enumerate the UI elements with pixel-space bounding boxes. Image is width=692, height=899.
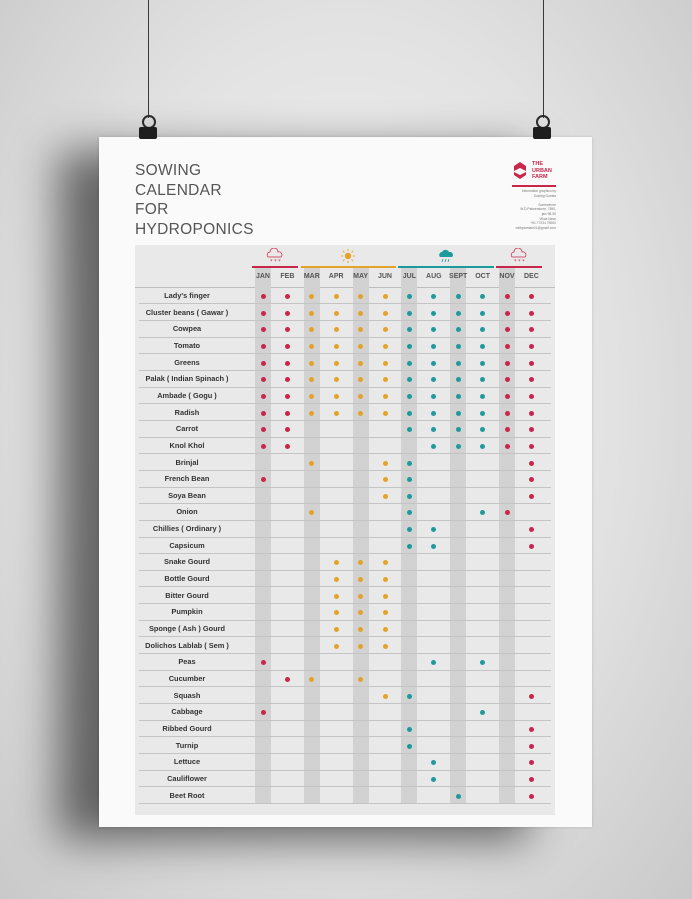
sowing-dot-feb <box>285 444 290 449</box>
crop-name: Cluster beans ( Gawar ) <box>145 307 229 317</box>
sowing-dot-mar <box>309 327 314 332</box>
logo-credit-line: mbbparmain01@gmail.com <box>515 225 556 230</box>
logo-credit-line: Information graphics by <box>521 189 556 193</box>
sowing-dot-aug <box>431 427 436 432</box>
sowing-dot-aug <box>431 361 436 366</box>
logo-credit-line: Vikas Nave <box>539 216 556 221</box>
poster <box>99 137 592 827</box>
month-header: MAR <box>303 273 320 280</box>
sowing-dot-nov <box>505 444 510 449</box>
sowing-dot-jun <box>383 361 388 366</box>
sowing-dot-jul <box>407 477 412 482</box>
logo-rule <box>512 185 556 187</box>
sowing-dot-nov <box>505 344 510 349</box>
sowing-dot-may <box>358 560 363 565</box>
sowing-dot-sept <box>456 294 461 299</box>
crop-row <box>135 788 555 804</box>
season-bar-winter <box>496 266 542 268</box>
sowing-dot-dec <box>529 461 534 466</box>
hanging-wire-right <box>543 0 544 118</box>
sowing-dot-oct <box>480 327 485 332</box>
sowing-dot-jan <box>261 394 266 399</box>
sowing-dot-jul <box>407 344 412 349</box>
crop-name: Bitter Gourd <box>165 590 209 600</box>
sowing-dot-jun <box>383 311 388 316</box>
crop-row <box>135 471 555 487</box>
sowing-dot-jan <box>261 311 266 316</box>
sowing-dot-dec <box>529 327 534 332</box>
sowing-dot-jun <box>383 294 388 299</box>
crop-row <box>135 288 555 304</box>
sowing-dot-aug <box>431 377 436 382</box>
month-header: OCT <box>475 273 490 280</box>
sowing-dot-dec <box>529 427 534 432</box>
sowing-dot-aug <box>431 411 436 416</box>
sowing-dot-apr <box>334 327 339 332</box>
title-line-4: HYDROPONICS <box>135 220 254 238</box>
logo-mark-icon <box>514 162 526 179</box>
crop-row <box>135 771 555 787</box>
crop-name: Cauliflower <box>167 773 207 783</box>
sowing-dot-dec <box>529 694 534 699</box>
month-header: JUN <box>377 273 392 280</box>
month-header: JAN <box>255 273 270 280</box>
snowflake-cloud-icon <box>508 248 530 264</box>
sowing-dot-apr <box>334 344 339 349</box>
sowing-dot-aug <box>431 327 436 332</box>
sowing-dot-nov <box>505 311 510 316</box>
svg-text:* * *: * * * <box>514 259 525 264</box>
crop-row <box>135 621 555 637</box>
sowing-dot-mar <box>309 461 314 466</box>
sowing-dot-jun <box>383 377 388 382</box>
sowing-dot-jun <box>383 560 388 565</box>
season-bar-summer <box>301 266 396 268</box>
crop-row <box>135 604 555 620</box>
sowing-dot-mar <box>309 394 314 399</box>
sowing-dot-feb <box>285 411 290 416</box>
crop-name: Ambade ( Gogu ) <box>157 390 217 400</box>
sowing-dot-oct <box>480 311 485 316</box>
sowing-dot-jan <box>261 361 266 366</box>
sowing-dot-may <box>358 610 363 615</box>
sowing-dot-oct <box>480 394 485 399</box>
crop-row <box>135 438 555 454</box>
rain-cloud-icon <box>435 248 457 264</box>
sowing-dot-jan <box>261 327 266 332</box>
title-line-1: SOWING <box>135 162 202 179</box>
crop-row <box>135 738 555 754</box>
sowing-dot-jul <box>407 727 412 732</box>
crop-name: Cabbage <box>171 707 203 717</box>
crop-row <box>135 338 555 354</box>
crop-row <box>135 571 555 587</box>
crop-row <box>135 388 555 404</box>
sowing-dot-dec <box>529 344 534 349</box>
sowing-dot-aug <box>431 544 436 549</box>
month-header: NOV <box>499 273 515 280</box>
crop-row <box>135 421 555 437</box>
sowing-dot-jun <box>383 610 388 615</box>
sowing-dot-jul <box>407 394 412 399</box>
sowing-dot-sept <box>456 327 461 332</box>
sowing-dot-jun <box>383 411 388 416</box>
sowing-dot-feb <box>285 311 290 316</box>
sowing-dot-apr <box>334 294 339 299</box>
sowing-dot-jul <box>407 361 412 366</box>
sowing-dot-jan <box>261 344 266 349</box>
sowing-dot-jul <box>407 377 412 382</box>
sowing-dot-dec <box>529 794 534 799</box>
sowing-dot-sept <box>456 344 461 349</box>
sowing-dot-sept <box>456 311 461 316</box>
sowing-dot-may <box>358 294 363 299</box>
binder-clip-left <box>139 115 157 141</box>
sowing-dot-aug <box>431 444 436 449</box>
sowing-dot-jun <box>383 461 388 466</box>
sowing-dot-oct <box>480 294 485 299</box>
crop-row <box>135 721 555 737</box>
sowing-dot-mar <box>309 677 314 682</box>
crop-name: Carrot <box>175 424 199 434</box>
sowing-dot-dec <box>529 477 534 482</box>
sowing-dot-jul <box>407 327 412 332</box>
sowing-dot-aug <box>431 527 436 532</box>
sowing-dot-sept <box>456 394 461 399</box>
sowing-dot-feb <box>285 394 290 399</box>
sowing-dot-jun <box>383 327 388 332</box>
sowing-dot-dec <box>529 527 534 532</box>
sowing-dot-jul <box>407 461 412 466</box>
sowing-dot-aug <box>431 394 436 399</box>
sowing-dot-apr <box>334 627 339 632</box>
snowflake-cloud-icon <box>264 248 286 264</box>
logo-credit-line: Sowing Guests <box>533 193 556 198</box>
crop-name: Cucumber <box>168 673 206 683</box>
sowing-dot-jan <box>261 427 266 432</box>
sowing-dot-jun <box>383 394 388 399</box>
sowing-dot-sept <box>456 411 461 416</box>
sowing-dot-jan <box>261 710 266 715</box>
sowing-dot-may <box>358 677 363 682</box>
logo-line-1: THE <box>532 161 543 167</box>
sowing-dot-may <box>358 394 363 399</box>
sowing-dot-apr <box>334 361 339 366</box>
crop-row <box>135 321 555 337</box>
sowing-dot-nov <box>505 510 510 515</box>
sowing-dot-mar <box>309 510 314 515</box>
sowing-dot-oct <box>480 411 485 416</box>
sowing-dot-mar <box>309 361 314 366</box>
crop-row <box>135 588 555 604</box>
sowing-dot-apr <box>334 577 339 582</box>
sowing-dot-dec <box>529 760 534 765</box>
sowing-dot-nov <box>505 294 510 299</box>
sowing-dot-jun <box>383 627 388 632</box>
sowing-dot-dec <box>529 494 534 499</box>
sowing-dot-aug <box>431 660 436 665</box>
sowing-dot-dec <box>529 411 534 416</box>
sowing-dot-may <box>358 311 363 316</box>
sowing-dot-sept <box>456 377 461 382</box>
sowing-dot-may <box>358 411 363 416</box>
crop-row <box>135 521 555 537</box>
crop-row <box>135 554 555 570</box>
crop-name: Squash <box>173 690 201 700</box>
month-header: JUL <box>402 273 416 280</box>
logo-line-3: FARM <box>532 174 548 180</box>
sowing-dot-dec <box>529 444 534 449</box>
sowing-dot-mar <box>309 377 314 382</box>
crop-row <box>135 754 555 770</box>
sowing-dot-dec <box>529 294 534 299</box>
sowing-dot-apr <box>334 594 339 599</box>
crop-name: Ribbed Gourd <box>162 723 212 733</box>
sowing-dot-feb <box>285 377 290 382</box>
sowing-dot-jul <box>407 744 412 749</box>
sowing-dot-jan <box>261 377 266 382</box>
sowing-dot-may <box>358 327 363 332</box>
sowing-dot-jul <box>407 544 412 549</box>
hanging-wire-left <box>148 0 149 118</box>
crop-name: Soya Bean <box>168 490 206 500</box>
sowing-dot-jan <box>261 294 266 299</box>
logo-line-2: URBAN <box>532 167 552 174</box>
crop-name: Beet Root <box>169 790 205 800</box>
sowing-dot-dec <box>529 744 534 749</box>
sowing-dot-jan <box>261 477 266 482</box>
crop-name: Turnip <box>175 740 199 750</box>
sowing-dot-oct <box>480 444 485 449</box>
sowing-dot-dec <box>529 311 534 316</box>
sowing-dot-feb <box>285 361 290 366</box>
sowing-dot-dec <box>529 544 534 549</box>
crop-name: Onion <box>176 507 198 517</box>
sowing-dot-mar <box>309 344 314 349</box>
crop-name: Snake Gourd <box>164 557 210 567</box>
crop-name: Lettuce <box>173 757 201 767</box>
sowing-dot-jul <box>407 694 412 699</box>
crop-name: Knol Khol <box>169 440 205 450</box>
sowing-dot-sept <box>456 444 461 449</box>
sowing-dot-may <box>358 594 363 599</box>
sowing-dot-jul <box>407 311 412 316</box>
crop-row <box>135 671 555 687</box>
sowing-dot-may <box>358 577 363 582</box>
crop-name: Brinjal <box>175 457 199 467</box>
crop-name: Radish <box>174 407 200 417</box>
sowing-dot-apr <box>334 560 339 565</box>
logo-credit-line: Somewhere <box>538 202 556 207</box>
sowing-dot-nov <box>505 361 510 366</box>
sowing-dot-sept <box>456 794 461 799</box>
crop-name: Sponge ( Ash ) Gourd <box>148 624 226 633</box>
sowing-dot-oct <box>480 510 485 515</box>
sowing-dot-dec <box>529 361 534 366</box>
sowing-dot-mar <box>309 411 314 416</box>
sowing-dot-may <box>358 377 363 382</box>
sowing-dot-feb <box>285 327 290 332</box>
month-header: DEC <box>524 273 539 280</box>
crop-name: Lady's finger <box>164 291 210 300</box>
sowing-dot-nov <box>505 377 510 382</box>
sowing-dot-jun <box>383 694 388 699</box>
sowing-dot-jan <box>261 660 266 665</box>
crop-name: Palak ( Indian Spinach ) <box>145 374 229 384</box>
crop-row <box>135 371 555 387</box>
sowing-dot-apr <box>334 411 339 416</box>
sowing-dot-nov <box>505 411 510 416</box>
sowing-dot-apr <box>334 610 339 615</box>
sowing-dot-jan <box>261 411 266 416</box>
calendar-table <box>135 245 555 815</box>
crop-row <box>135 405 555 421</box>
sowing-dot-jun <box>383 577 388 582</box>
crop-row <box>135 638 555 654</box>
sowing-dot-nov <box>505 394 510 399</box>
crop-name: Cowpea <box>172 324 202 334</box>
sowing-dot-sept <box>456 361 461 366</box>
month-header: MAY <box>353 273 369 280</box>
crop-row <box>135 538 555 554</box>
sowing-dot-oct <box>480 660 485 665</box>
crop-row <box>135 355 555 371</box>
sowing-dot-dec <box>529 394 534 399</box>
sowing-dot-apr <box>334 377 339 382</box>
crop-name: Greens <box>174 357 200 367</box>
sowing-dot-oct <box>480 710 485 715</box>
sowing-dot-nov <box>505 327 510 332</box>
sowing-dot-may <box>358 644 363 649</box>
sowing-dot-jan <box>261 444 266 449</box>
crop-name: Chillies ( Ordinary ) <box>152 524 222 534</box>
logo-credit-line: W.D.Palmerstone, 7890, <box>520 207 556 212</box>
sowing-dot-jun <box>383 594 388 599</box>
binder-clip-right <box>533 115 551 141</box>
sowing-dot-jul <box>407 294 412 299</box>
sun-icon <box>337 248 359 264</box>
sowing-dot-aug <box>431 760 436 765</box>
crop-name: Tomato <box>173 340 201 350</box>
sowing-dot-jun <box>383 494 388 499</box>
crop-row <box>135 504 555 520</box>
sowing-dot-oct <box>480 344 485 349</box>
sowing-dot-feb <box>285 344 290 349</box>
sowing-dot-aug <box>431 311 436 316</box>
sowing-dot-jul <box>407 494 412 499</box>
crop-row <box>135 488 555 504</box>
season-bar-monsoon <box>398 266 493 268</box>
logo-credits <box>512 189 556 230</box>
sowing-dot-may <box>358 627 363 632</box>
crop-name: Bottle Gourd <box>164 574 210 584</box>
sowing-dot-mar <box>309 294 314 299</box>
sowing-dot-apr <box>334 311 339 316</box>
sowing-dot-may <box>358 361 363 366</box>
crop-name: Dolichos Lablab ( Sem ) <box>145 640 229 650</box>
title-line-3: FOR <box>135 201 169 218</box>
sowing-dot-feb <box>285 677 290 682</box>
sowing-dot-feb <box>285 427 290 432</box>
row-divider <box>139 803 551 804</box>
sowing-dot-jun <box>383 344 388 349</box>
sowing-dot-jul <box>407 510 412 515</box>
sowing-dot-dec <box>529 777 534 782</box>
logo-credit-line: +91 77234 78900 <box>530 221 556 226</box>
sowing-dot-oct <box>480 377 485 382</box>
logo-name <box>532 161 552 181</box>
crop-name: Capsicum <box>169 540 205 550</box>
month-header: AUG <box>426 273 442 280</box>
crop-row <box>135 688 555 704</box>
crop-name: French Bean <box>164 474 210 484</box>
sowing-dot-oct <box>480 361 485 366</box>
sowing-dot-mar <box>309 311 314 316</box>
sowing-dot-aug <box>431 294 436 299</box>
sowing-dot-aug <box>431 777 436 782</box>
sowing-dot-oct <box>480 427 485 432</box>
sowing-dot-jul <box>407 411 412 416</box>
sowing-dot-jul <box>407 427 412 432</box>
sowing-dot-jul <box>407 527 412 532</box>
month-header: APR <box>328 273 344 280</box>
sowing-dot-nov <box>505 427 510 432</box>
crop-row <box>135 704 555 720</box>
sowing-dot-sept <box>456 427 461 432</box>
sowing-dot-feb <box>285 294 290 299</box>
crop-name: Peas <box>178 657 196 667</box>
title-line-2: CALENDAR <box>135 181 222 199</box>
sowing-dot-may <box>358 344 363 349</box>
sowing-dot-apr <box>334 394 339 399</box>
sowing-dot-dec <box>529 727 534 732</box>
poster-title <box>135 161 254 239</box>
sowing-dot-jun <box>383 644 388 649</box>
sowing-dot-jun <box>383 477 388 482</box>
svg-text:* * *: * * * <box>270 259 281 264</box>
crop-name: Pumpkin <box>171 607 203 617</box>
sowing-dot-aug <box>431 344 436 349</box>
sowing-dot-apr <box>334 644 339 649</box>
season-bar-cold <box>252 266 298 268</box>
crop-row <box>135 455 555 471</box>
month-header: FEB <box>280 273 295 280</box>
crop-row <box>135 654 555 670</box>
logo-credit-line: jaic 98-90 <box>541 211 556 216</box>
crop-row <box>135 305 555 321</box>
sowing-dot-dec <box>529 377 534 382</box>
month-header: SEPT <box>449 273 468 280</box>
